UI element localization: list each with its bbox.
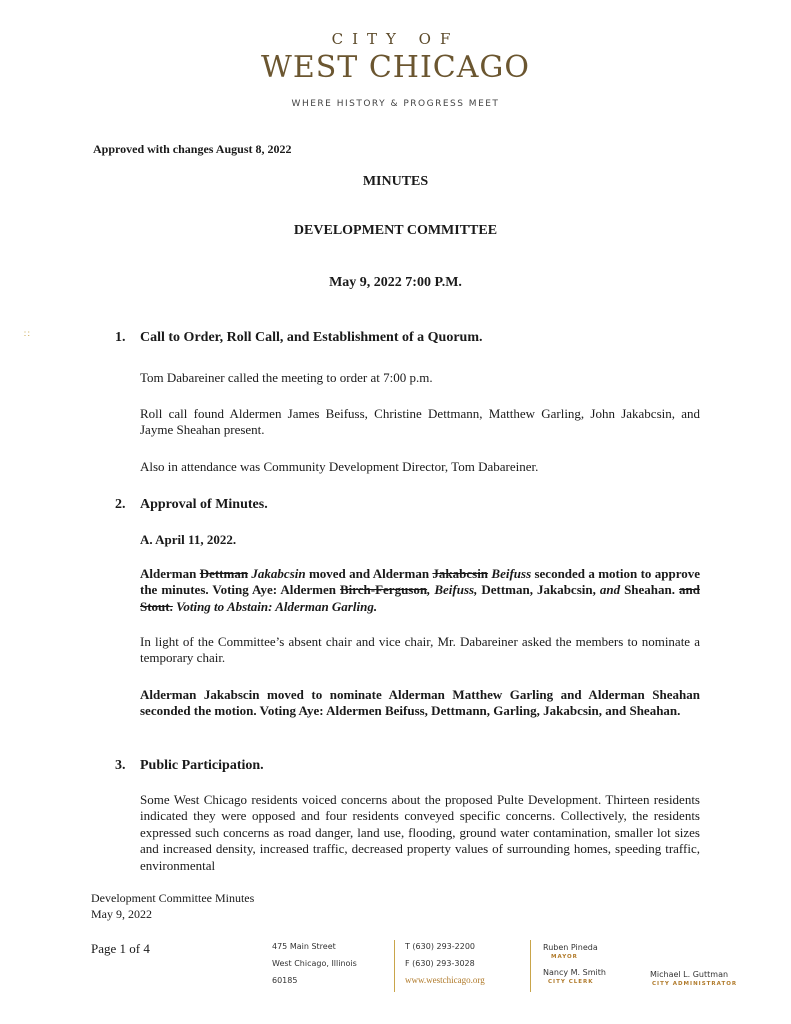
committee-heading: DEVELOPMENT COMMITTEE [293, 223, 498, 238]
motion-text: Dettman, Jakabcsin, [477, 582, 600, 598]
item-1-paragraph-2: Roll call found Aldermen James Beifuss, Christine Dettmann, Matthew Garling, John Jakabcsin, and Jayme Sheahan present. [140, 406, 700, 438]
address-line: 60185 [272, 976, 298, 985]
address-line: West Chicago, Illinois [272, 959, 357, 968]
motion-text: seconded a motion to approve the minutes. Voting Aye: Aldermen [140, 566, 701, 598]
approval-note: Approved with changes August 8, 2022 [93, 142, 292, 156]
city-tagline: WHERE HISTORY & PROGRESS MEET [291, 99, 500, 109]
page-number: Page 1 of 4 [91, 941, 150, 956]
motion-strike: and Stout. [140, 582, 700, 614]
footer-divider [530, 940, 531, 992]
city-name-logo: WEST CHICAGO [261, 50, 530, 85]
motion-text: Alderman [140, 566, 200, 581]
clerk-name: Nancy M. Smith [543, 968, 606, 977]
item-2-number: 2. [115, 497, 126, 512]
item-2-sub-heading: A. April 11, 2022. [140, 532, 237, 547]
margin-marker: ∷ [24, 329, 30, 339]
clerk-title: CITY CLERK [548, 979, 594, 985]
motion-insert: Beifuss [488, 566, 532, 581]
motion-strike: Birch-Ferguson [339, 582, 428, 598]
administrator-title: CITY ADMINISTRATOR [652, 981, 738, 987]
motion-insert: Voting to Abstain: Alderman Garling. [172, 598, 378, 614]
item-1-paragraph-3: Also in attendance was Community Development Director, Tom Dabareiner. [140, 459, 539, 474]
item-2-paragraph-light: In light of the Committee’s absent chair and vice chair, Mr. Dabareiner asked the members to nominate a temporary chair. [140, 634, 700, 666]
item-3-title: Public Participation. [140, 758, 264, 773]
item-3-number: 3. [115, 758, 126, 773]
administrator-name: Michael L. Guttman [650, 970, 729, 979]
footer-doc-date: May 9, 2022 [91, 907, 152, 921]
city-address [272, 938, 357, 989]
motion-text: moved and Alderman [305, 566, 433, 581]
item-1-paragraph-1: Tom Dabareiner called the meeting to order at 7:00 p.m. [140, 370, 433, 385]
item-2-motion [140, 566, 700, 615]
item-3-paragraph-1: Some West Chicago residents voiced concerns about the proposed Pulte Development. Thirteen residents indicated they were opposed and four residents conveyed specific concerns. Collectively, the residents expressed such concerns as road danger, land use, flooding, ground water contamination, smaller lot sizes and increased density, increased traffic, decreased property values of surrounding homes, speeding traffic, environmental [140, 792, 700, 873]
motion-strike: Dettman [199, 566, 249, 581]
mayor-name: Ruben Pineda [543, 943, 598, 952]
item-2-motion-2: Alderman Jakabscin moved to nominate Alderman Matthew Garling and Alderman Sheahan seconded the motion. Voting Aye: Aldermen Beifuss, Dettmann, Garling, Jakabcsin, and Sheahan. [140, 687, 700, 719]
motion-strike: Jakabcsin [432, 566, 489, 581]
footer-divider [394, 940, 395, 992]
mayor-title: MAYOR [551, 954, 578, 960]
city-of-label: CITY OF [331, 30, 460, 48]
footer-doc-title: Development Committee Minutes [91, 891, 255, 905]
minutes-heading: MINUTES [362, 174, 429, 189]
item-2-title: Approval of Minutes. [140, 497, 268, 512]
city-contact [405, 938, 485, 989]
website-link[interactable]: www.westchicago.org [405, 975, 485, 985]
motion-insert: and [599, 582, 621, 598]
fax-number: F (630) 293-3028 [405, 959, 475, 968]
motion-insert: , Beifuss, [427, 582, 478, 598]
phone-number: T (630) 293-2200 [405, 942, 475, 951]
motion-insert: Jakabcsin [248, 566, 306, 581]
item-1-title: Call to Order, Roll Call, and Establishment of a Quorum. [140, 330, 483, 345]
meeting-date-heading: May 9, 2022 7:00 P.M. [329, 275, 462, 290]
motion-text: Sheahan. [620, 582, 680, 598]
address-line: 475 Main Street [272, 942, 336, 951]
item-1-number: 1. [115, 330, 126, 345]
